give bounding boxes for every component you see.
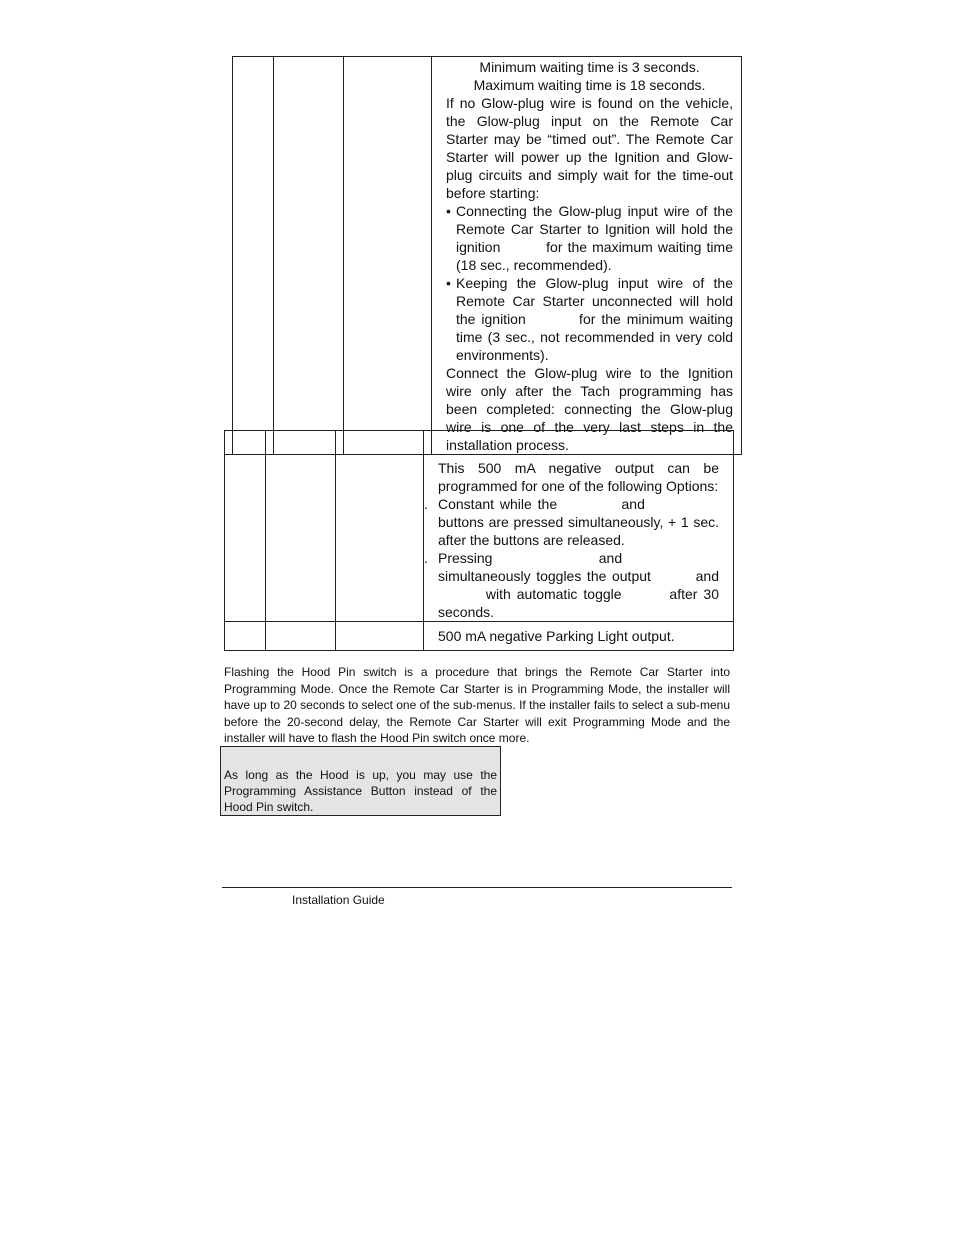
output-intro: This 500 mA negative output can be programmed for one of the following Options: xyxy=(438,460,719,494)
table-cell-empty xyxy=(233,57,274,455)
output-options-cell xyxy=(424,455,734,622)
header-cell xyxy=(225,431,266,455)
hood-pin-intro-paragraph: Flashing the Hood Pin switch is a procedure that brings the Remote Car Starter into Programming Mode. Once the Remote Car Starter is in Programming Mode, the installer will have up to 20 seconds to select one of the sub-menus. If the installer fails to select a sub-menu before the 20-second delay, the Remote Car Starter will exit Programming Mode and the installer will have to flash the Hood Pin switch once more. xyxy=(224,665,730,745)
table-cell-empty xyxy=(266,622,336,651)
bullet-icon: • xyxy=(446,203,451,219)
footer-title: Installation Guide xyxy=(292,893,385,907)
table-cell-empty xyxy=(225,455,266,622)
header-cell xyxy=(336,431,424,455)
header-cell xyxy=(424,431,734,455)
table-row xyxy=(225,455,734,622)
list-item: • Keeping the Glow-plug input wire of the Remote Car Starter unconnected will hold the ignition for the minimum waiting time (3 sec., not recommended in very cold environments). xyxy=(446,275,733,363)
footer-divider xyxy=(222,887,732,888)
glow-plug-connect-paragraph: Connect the Glow-plug wire to the Ignition wire only after the Tach programming has been completed: connecting the Glow-plug wire is one of the very last steps in the installation process. xyxy=(446,365,733,453)
table-row xyxy=(225,622,734,651)
header-cell xyxy=(266,431,336,455)
glow-plug-description-cell xyxy=(432,57,742,455)
output-table xyxy=(224,430,734,651)
table-cell-empty xyxy=(274,57,344,455)
max-waiting-time: Maximum waiting time is 18 seconds. xyxy=(473,77,706,93)
table-cell-empty xyxy=(225,622,266,651)
note-box xyxy=(220,746,501,816)
table-cell-empty xyxy=(344,57,432,455)
table-cell-empty xyxy=(266,455,336,622)
list-item: • Connecting the Glow-plug input wire of the Remote Car Starter to Ignition will hold the ignition for the maximum waiting time (18 sec., recommended). xyxy=(446,203,733,273)
table-header-row xyxy=(225,431,734,455)
glow-plug-timeout-paragraph: If no Glow-plug wire is found on the vehicle, the Glow-plug input on the Remote Car Starter may be “timed out”. The Remote Car Starter will power up the Ignition and Glow-plug circuits and simply wait for the time-out before starting: xyxy=(446,95,733,201)
parking-light-cell: 500 mA negative Parking Light output. xyxy=(424,622,734,651)
table-cell-empty xyxy=(336,622,424,651)
min-waiting-time: Minimum waiting time is 3 seconds. xyxy=(479,59,700,75)
list-item: . Constant while the and buttons are pressed simultaneously, + 1 sec. after the buttons are released. xyxy=(424,496,719,548)
table-cell-empty xyxy=(336,455,424,622)
glow-plug-table xyxy=(232,56,742,455)
note-text: As long as the Hood is up, you may use the Programming Assistance Button instead of the Hood Pin switch. xyxy=(224,768,497,814)
list-item: . Pressing and simultaneously toggles the output and with automatic toggle after 30 seconds. xyxy=(424,550,719,620)
bullet-icon: • xyxy=(446,275,451,291)
